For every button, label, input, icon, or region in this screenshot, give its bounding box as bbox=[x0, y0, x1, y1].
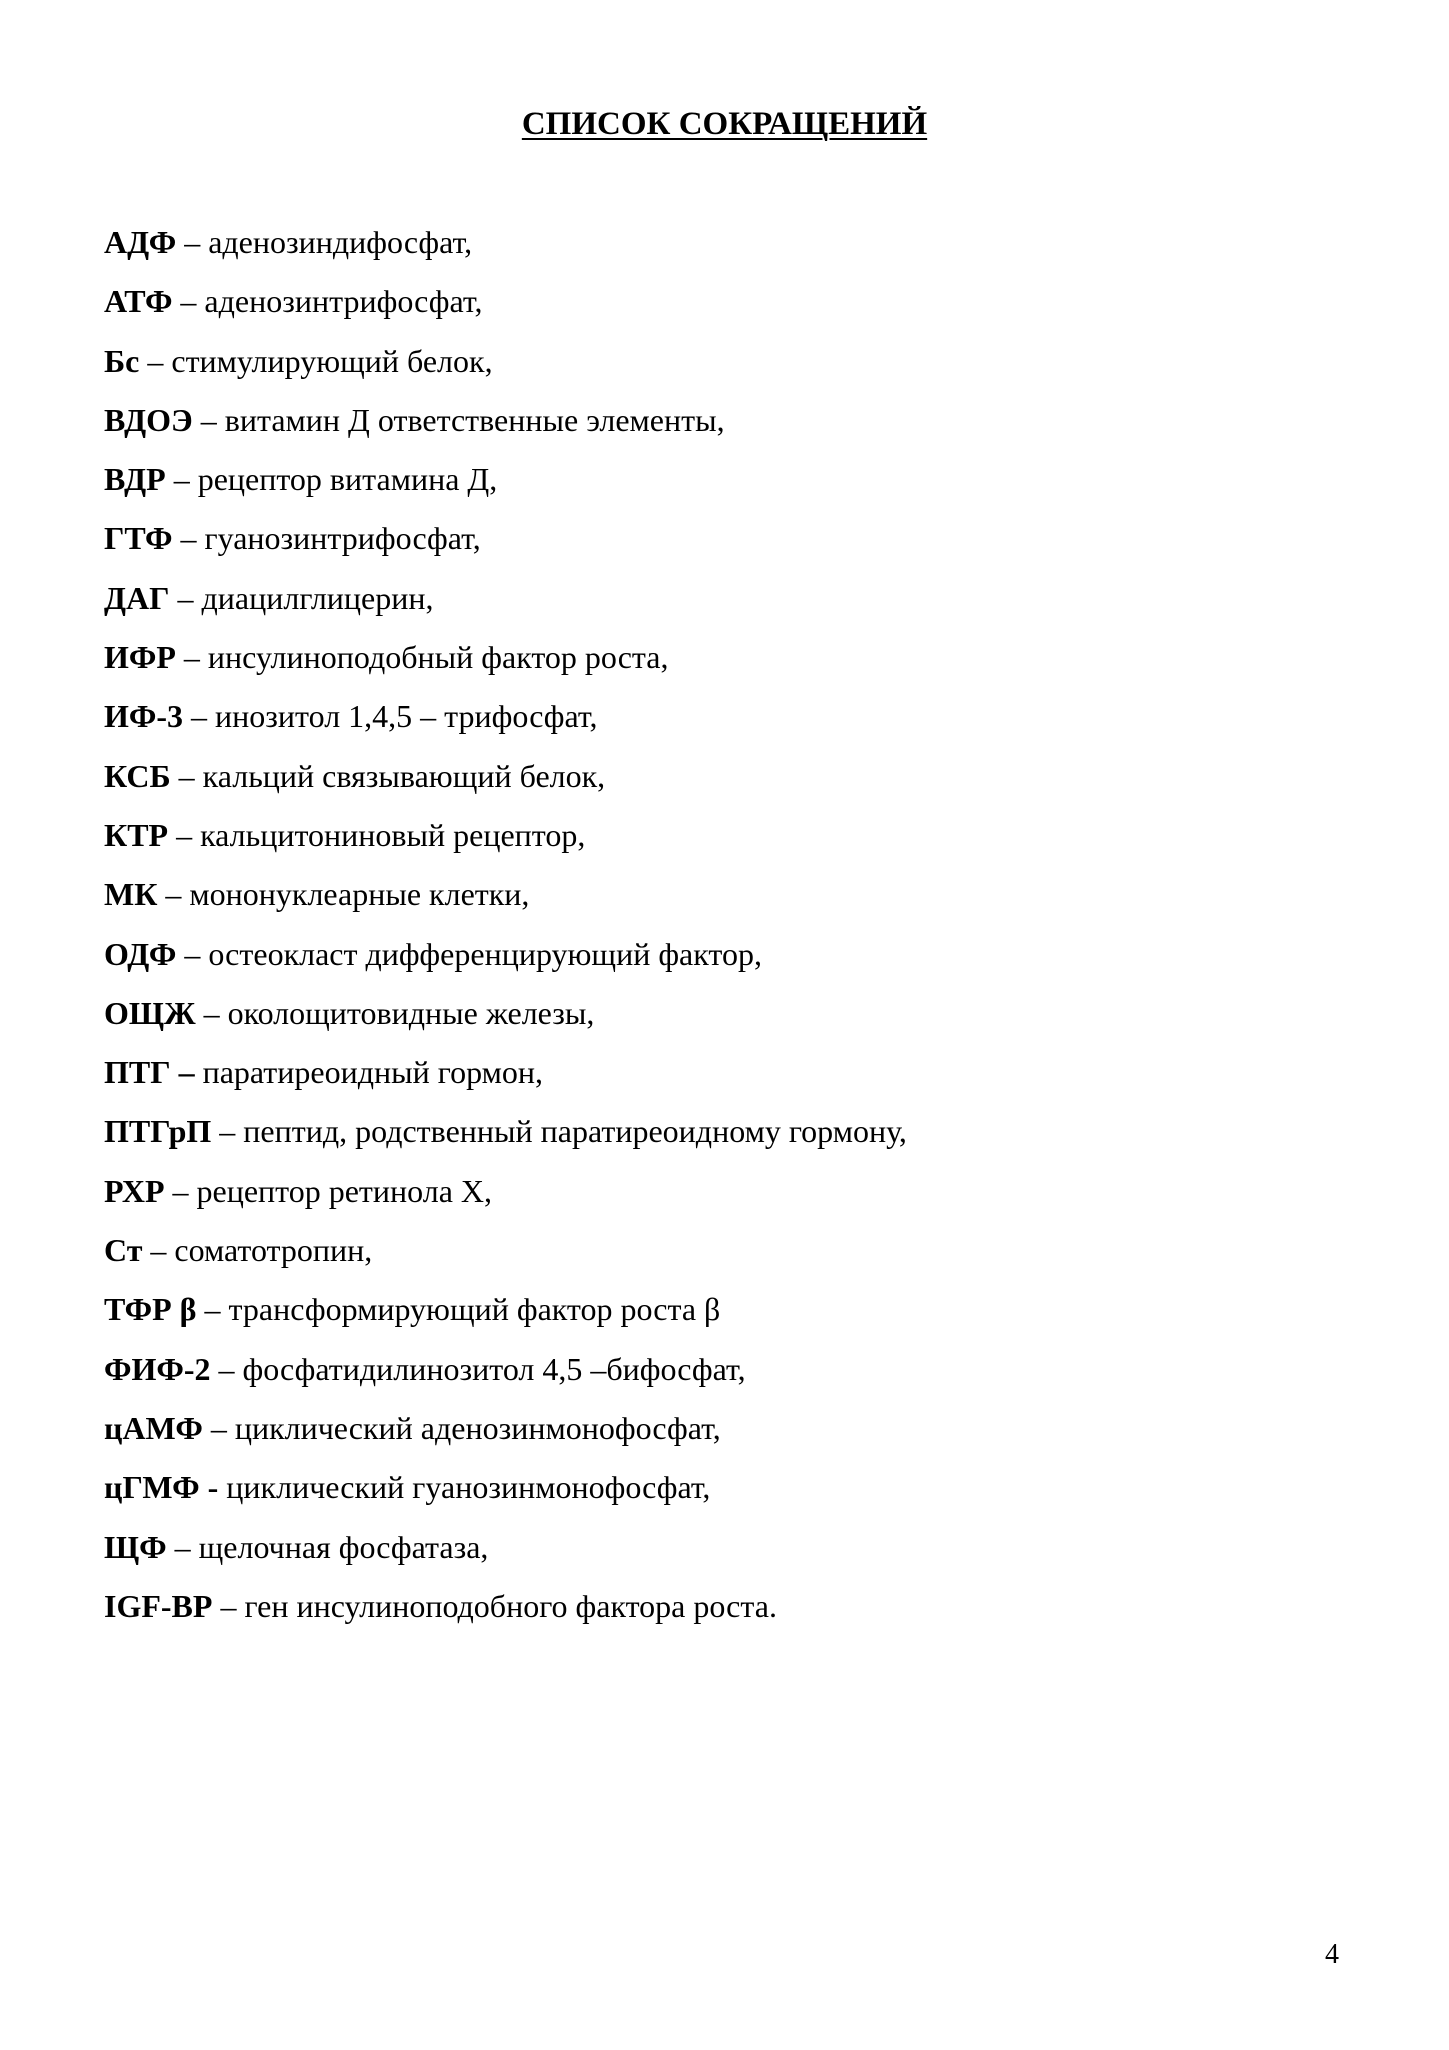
list-item bbox=[104, 459, 1344, 518]
abbreviation-term: цАМФ bbox=[104, 1409, 203, 1446]
abbreviation-term: ПТГ – bbox=[104, 1054, 195, 1091]
abbreviation-definition: рецептор витамина Д, bbox=[197, 461, 498, 498]
abbreviation-list bbox=[104, 222, 1344, 1645]
abbreviation-definition: околощитовидные железы, bbox=[227, 994, 595, 1031]
separator: – bbox=[170, 757, 203, 794]
abbreviation-term: ГТФ bbox=[104, 520, 173, 557]
abbreviation-definition: мононуклеарные клетки, bbox=[189, 876, 530, 913]
abbreviation-definition: остеокласт дифференцирующий фактор, bbox=[208, 935, 762, 972]
separator: – bbox=[142, 1232, 175, 1269]
abbreviation-term: ПТГрП bbox=[104, 1113, 212, 1150]
separator: – bbox=[139, 342, 172, 379]
separator: – bbox=[166, 1528, 199, 1565]
separator: – bbox=[175, 639, 208, 676]
list-item bbox=[104, 1111, 1344, 1170]
list-item bbox=[104, 1408, 1344, 1467]
abbreviation-definition: аденозиндифосфат, bbox=[208, 224, 473, 260]
list-item bbox=[104, 518, 1344, 577]
list-item bbox=[104, 874, 1344, 933]
abbreviation-term: РХР bbox=[104, 1172, 165, 1209]
separator: – bbox=[168, 816, 201, 853]
abbreviation-definition: кальцитониновый рецептор, bbox=[200, 816, 586, 853]
abbreviation-term: МК bbox=[104, 876, 158, 913]
separator: – bbox=[210, 1350, 243, 1387]
list-item bbox=[104, 1230, 1344, 1289]
separator: – bbox=[157, 876, 190, 913]
list-item bbox=[104, 756, 1344, 815]
separator: – bbox=[176, 935, 209, 972]
list-item bbox=[104, 815, 1344, 874]
abbreviation-definition: пептид, родственный паратиреоидному гормону, bbox=[243, 1113, 907, 1150]
list-item bbox=[104, 578, 1344, 637]
abbreviation-definition: витамин Д ответственные элементы, bbox=[224, 401, 725, 438]
abbreviation-term: АДФ bbox=[104, 224, 177, 260]
list-item bbox=[104, 993, 1344, 1052]
separator bbox=[195, 1054, 203, 1090]
separator: – bbox=[202, 1409, 235, 1446]
abbreviation-definition: инозитол 1,4,5 – трифосфат, bbox=[215, 698, 598, 735]
list-item bbox=[104, 400, 1344, 459]
abbreviation-definition: гуанозинтрифосфат, bbox=[204, 520, 481, 557]
abbreviation-term: АТФ bbox=[104, 283, 173, 320]
abbreviation-definition: инсулиноподобный фактор роста, bbox=[207, 639, 669, 676]
abbreviation-definition: кальций связывающий белок, bbox=[202, 757, 606, 794]
separator: – bbox=[183, 698, 216, 735]
abbreviation-term: ОДФ bbox=[104, 935, 177, 972]
separator: – bbox=[212, 1587, 245, 1624]
abbreviation-definition: фосфатидилинозитол 4,5 –бифосфат, bbox=[242, 1350, 746, 1387]
list-item bbox=[104, 281, 1344, 340]
list-item bbox=[104, 1467, 1344, 1526]
separator: – bbox=[211, 1113, 244, 1150]
separator: – bbox=[172, 283, 205, 320]
abbreviation-term: Ст bbox=[104, 1232, 143, 1269]
abbreviation-term: ФИФ-2 bbox=[104, 1350, 211, 1387]
abbreviation-term: ИФ-3 bbox=[104, 698, 184, 735]
separator: – bbox=[195, 994, 228, 1031]
abbreviation-definition: циклический гуанозинмонофосфат, bbox=[226, 1469, 711, 1506]
separator: – bbox=[192, 401, 225, 438]
abbreviation-definition: стимулирующий белок, bbox=[171, 342, 493, 379]
separator: – bbox=[169, 579, 202, 616]
abbreviation-definition: ген инсулиноподобного фактора роста. bbox=[244, 1587, 777, 1624]
page-title: СПИСОК СОКРАЩЕНИЙ bbox=[521, 106, 928, 142]
separator: – bbox=[164, 1172, 197, 1209]
separator: – bbox=[176, 224, 209, 260]
abbreviation-term: ВДР bbox=[104, 461, 166, 498]
abbreviation-definition: щелочная фосфатаза, bbox=[198, 1528, 489, 1565]
abbreviation-term: Бс bbox=[104, 342, 140, 379]
list-item bbox=[104, 696, 1344, 755]
separator: – bbox=[196, 1291, 229, 1328]
abbreviation-term: цГМФ - bbox=[104, 1469, 219, 1506]
list-item bbox=[104, 934, 1344, 993]
list-item bbox=[104, 1527, 1344, 1586]
abbreviation-definition: паратиреоидный гормон, bbox=[202, 1054, 543, 1091]
abbreviation-term: ИФР bbox=[104, 639, 176, 676]
abbreviation-definition: диацилглицерин, bbox=[201, 579, 434, 616]
abbreviation-definition: трансформирующий фактор роста β bbox=[228, 1291, 721, 1328]
list-item bbox=[104, 222, 1344, 281]
list-item bbox=[104, 341, 1344, 400]
page-number: 4 bbox=[1325, 1939, 1339, 1970]
abbreviation-term: ОЩЖ bbox=[104, 994, 196, 1031]
list-item bbox=[104, 1289, 1344, 1348]
list-item bbox=[104, 1052, 1344, 1111]
abbreviation-term: ДАГ bbox=[104, 579, 170, 616]
separator: – bbox=[172, 520, 205, 557]
list-item bbox=[104, 637, 1344, 696]
abbreviation-definition: соматотропин, bbox=[174, 1232, 373, 1269]
abbreviation-definition: циклический аденозинмонофосфат, bbox=[234, 1409, 721, 1446]
abbreviation-definition: рецептор ретинола Х, bbox=[196, 1172, 493, 1209]
abbreviation-term: ВДОЭ bbox=[104, 401, 193, 438]
list-item bbox=[104, 1349, 1344, 1408]
abbreviation-term: КСБ bbox=[104, 757, 171, 794]
abbreviation-term: ЩФ bbox=[104, 1528, 167, 1565]
abbreviation-term: КТР bbox=[104, 816, 169, 853]
abbreviation-term: IGF-BP bbox=[104, 1587, 213, 1624]
abbreviation-term: ТФР β bbox=[104, 1291, 197, 1328]
list-item bbox=[104, 1171, 1344, 1230]
abbreviation-definition: аденозинтрифосфат, bbox=[204, 283, 483, 320]
separator: – bbox=[165, 461, 198, 498]
list-item bbox=[104, 1586, 1344, 1645]
